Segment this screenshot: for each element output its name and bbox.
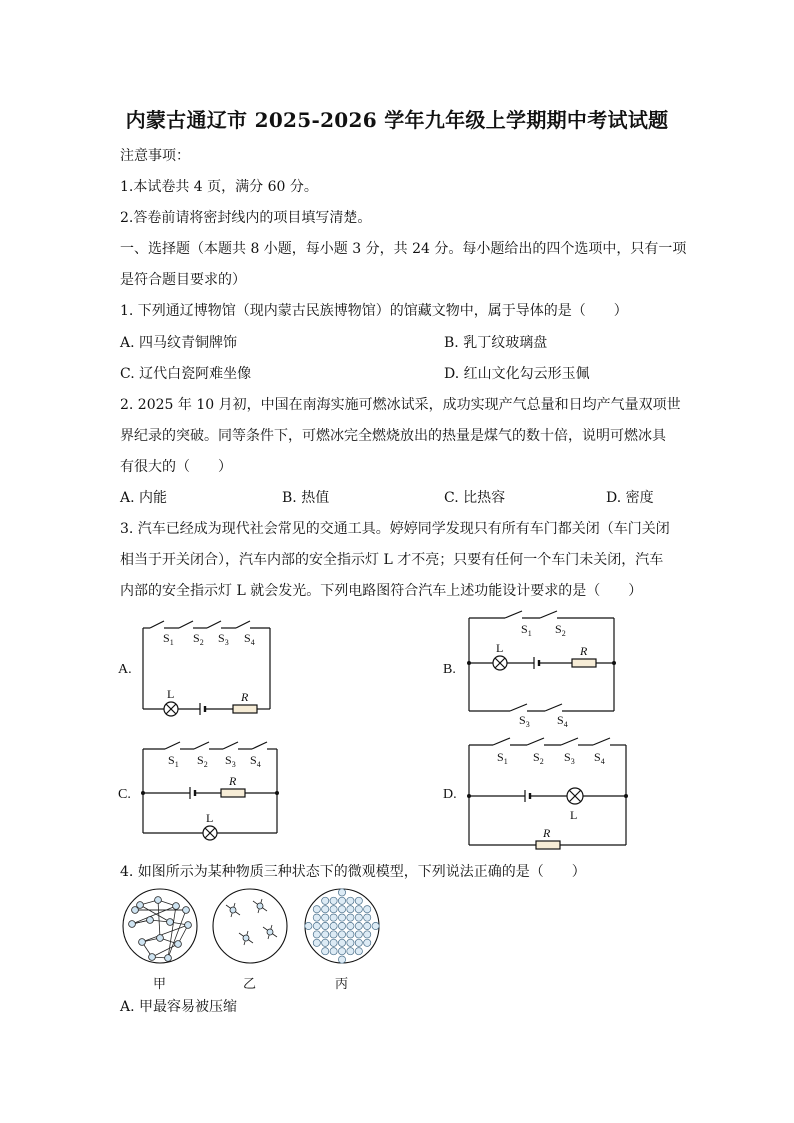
- particle: [364, 939, 371, 946]
- circuit-diagrams: [110, 605, 650, 850]
- question-3-line: 相当于开关闭合），汽车内部的安全指示灯 L 才不亮；只要有任何一个车门未关闭，汽车: [120, 552, 664, 568]
- switch-label: $S_4$: [250, 753, 261, 769]
- particle: [338, 939, 345, 946]
- particle: [372, 922, 379, 929]
- switch-label: $S_3$: [218, 631, 229, 647]
- switch-label: $S_1$: [521, 622, 532, 638]
- particle: [322, 922, 329, 929]
- q1-option-d: D. 红山文化勾云形玉佩: [444, 366, 590, 382]
- resistor-label: R: [241, 690, 249, 704]
- q1-option-c: C. 辽代白瓷阿难坐像: [120, 366, 252, 382]
- particle: [338, 906, 345, 913]
- particle: [155, 897, 162, 904]
- lamp-label: L: [206, 811, 214, 825]
- q2-option-c: C. 比热容: [444, 490, 506, 506]
- notice-item: 1.本试卷共 4 页，满分 60 分。: [120, 179, 318, 195]
- particle: [330, 914, 337, 921]
- particle: [175, 941, 182, 948]
- particle: [330, 922, 337, 929]
- question-2-line: 界纪录的突破。同等条件下，可燃冰完全燃烧放出的热量是煤气的数十倍，说明可燃冰具: [120, 428, 666, 444]
- q2-option-b: B. 热值: [282, 490, 330, 506]
- particle: [322, 948, 329, 955]
- particle: [132, 907, 139, 914]
- switch-label: $S_2$: [533, 750, 544, 766]
- model-label-yi: 乙: [243, 976, 257, 991]
- switch-label: $S_3$: [564, 750, 575, 766]
- particle: [230, 907, 236, 913]
- switch-label: $S_4$: [244, 631, 255, 647]
- particle: [165, 955, 172, 962]
- particle: [330, 897, 337, 904]
- switch-label: $S_4$: [594, 750, 605, 766]
- notice-heading: 注意事项：: [120, 148, 190, 164]
- q1-option-a: A. 四马纹青铜牌饰: [120, 335, 238, 351]
- particle: [330, 939, 337, 946]
- lamp-label: L: [570, 808, 578, 822]
- particle: [330, 931, 337, 938]
- particle: [338, 948, 345, 955]
- circuit-label-d: D.: [443, 787, 457, 802]
- particle: [313, 914, 320, 921]
- particle: [338, 897, 345, 904]
- section-heading: 一、选择题（本题共 8 小题，每小题 3 分，共 24 分。每小题给出的四个选项中，只有一项: [120, 241, 687, 257]
- switch-label: $S_1$: [168, 753, 179, 769]
- particle: [313, 931, 320, 938]
- switch-label: $S_3$: [519, 713, 530, 729]
- switch-label: $S_4$: [557, 713, 568, 729]
- particle: [347, 914, 354, 921]
- resistor-label: R: [580, 644, 588, 658]
- resistor-label: R: [229, 774, 237, 788]
- particle: [355, 906, 362, 913]
- particle: [183, 907, 190, 914]
- page-title: 内蒙古通辽市 2025-2026 学年九年级上学期期中考试试题: [125, 108, 669, 132]
- particle: [330, 906, 337, 913]
- model-label-jia: 甲: [153, 976, 167, 991]
- resistor-label: R: [543, 826, 551, 840]
- particle-models: [115, 885, 395, 995]
- bond: [158, 900, 160, 938]
- particle: [347, 906, 354, 913]
- particle: [338, 931, 345, 938]
- particle: [330, 948, 337, 955]
- particle: [243, 935, 249, 941]
- model-label-bing: 丙: [335, 976, 349, 991]
- particle: [157, 935, 164, 942]
- particle: [139, 939, 146, 946]
- question-1-stem: 1. 下列通辽博物馆（现内蒙古民族博物馆）的馆藏文物中，属于导体的是（ ）: [120, 303, 628, 319]
- particle: [313, 906, 320, 913]
- circuit-c: [143, 742, 277, 840]
- q1-option-b: B. 乳丁纹玻璃盘: [444, 335, 548, 351]
- circuit-label-b: B.: [443, 662, 456, 677]
- particle: [338, 956, 345, 963]
- lamp-label: L: [496, 641, 504, 655]
- switch-label: $S_1$: [163, 631, 174, 647]
- q4-option-a: A. 甲最容易被压缩: [120, 999, 238, 1015]
- particle: [355, 922, 362, 929]
- question-4-stem: 4. 如图所示为某种物质三种状态下的微观模型，下列说法正确的是（ ）: [120, 864, 586, 880]
- q2-option-d: D. 密度: [606, 490, 654, 506]
- particle: [364, 922, 371, 929]
- particle: [347, 897, 354, 904]
- particle: [355, 897, 362, 904]
- circuit-label-c: C.: [118, 787, 131, 802]
- particle: [129, 921, 136, 928]
- switch-label: $S_1$: [497, 750, 508, 766]
- particle: [355, 939, 362, 946]
- particle: [305, 922, 312, 929]
- model-yi: [213, 889, 287, 963]
- q2-option-a: A. 内能: [120, 490, 168, 506]
- particle: [347, 939, 354, 946]
- switch-label: $S_2$: [197, 753, 208, 769]
- lamp-label: L: [167, 687, 175, 701]
- particle: [185, 922, 192, 929]
- particle: [267, 929, 273, 935]
- particle: [322, 939, 329, 946]
- switch-label: $S_2$: [193, 631, 204, 647]
- particle: [338, 914, 345, 921]
- circuit-b: [469, 611, 614, 711]
- particle: [355, 914, 362, 921]
- particle: [338, 889, 345, 896]
- particle: [347, 948, 354, 955]
- particle: [149, 954, 156, 961]
- particle: [173, 903, 180, 910]
- notice-item: 2.答卷前请将密封线内的项目填写清楚。: [120, 210, 372, 226]
- particle: [167, 919, 174, 926]
- particle: [322, 931, 329, 938]
- question-2-line: 2. 2025 年 10 月初，中国在南海实施可燃冰试采，成功实现产气总量和日均产气量双项世: [120, 397, 681, 413]
- particle: [364, 906, 371, 913]
- switch-label: $S_2$: [555, 622, 566, 638]
- question-3-line: 内部的安全指示灯 L 就会发光。下列电路图符合汽车上述功能设计要求的是（ ）: [120, 583, 643, 599]
- particle: [322, 897, 329, 904]
- particle: [322, 906, 329, 913]
- section-heading-cont: 是符合题目要求的）: [120, 272, 246, 288]
- particle: [364, 914, 371, 921]
- particle: [147, 917, 154, 924]
- switch-label: $S_3$: [225, 753, 236, 769]
- particle: [322, 914, 329, 921]
- particle: [355, 931, 362, 938]
- particle: [257, 903, 263, 909]
- particle: [347, 931, 354, 938]
- particle: [364, 931, 371, 938]
- particle: [313, 939, 320, 946]
- question-2-line: 有很大的（ ）: [120, 459, 232, 475]
- bond: [140, 905, 170, 922]
- bond: [152, 944, 178, 957]
- particle: [355, 948, 362, 955]
- question-3-line: 3. 汽车已经成为现代社会常见的交通工具。婷婷同学发现只有所有车门都关闭（车门关闭: [120, 521, 670, 537]
- particle: [338, 922, 345, 929]
- particle: [313, 922, 320, 929]
- particle: [347, 922, 354, 929]
- circuit-label-a: A.: [118, 662, 132, 677]
